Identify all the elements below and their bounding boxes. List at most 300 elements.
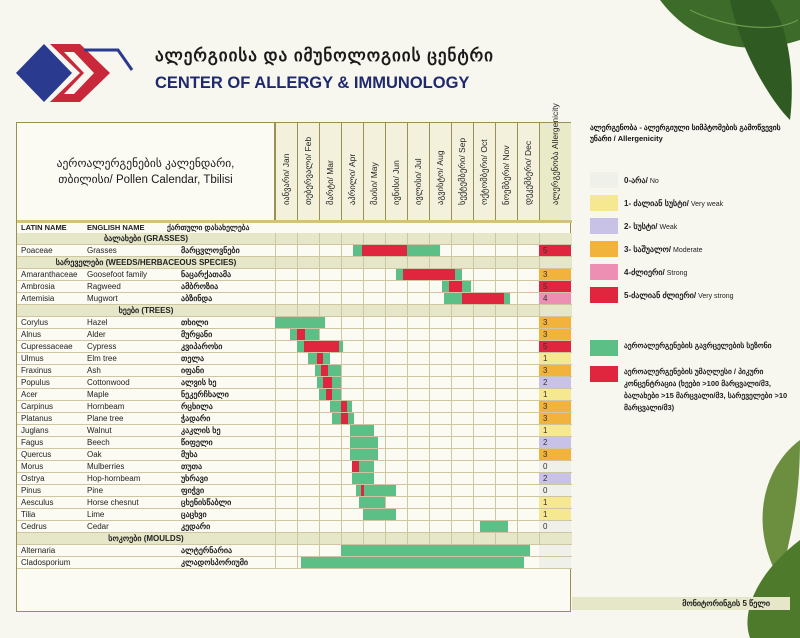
grid-line bbox=[517, 341, 518, 352]
grid-line bbox=[495, 461, 496, 472]
grid-line bbox=[319, 533, 320, 544]
georgian-name: მურყანი bbox=[181, 330, 213, 339]
legend-swatch bbox=[590, 287, 618, 303]
grid-line bbox=[341, 533, 342, 544]
grid-line bbox=[363, 353, 364, 364]
grid-line bbox=[297, 377, 298, 388]
allergenicity-value: 0 bbox=[539, 521, 571, 532]
grid-line bbox=[517, 293, 518, 304]
grid-line bbox=[495, 413, 496, 424]
grid-line bbox=[429, 533, 430, 544]
grid-line bbox=[385, 269, 386, 280]
grid-line bbox=[451, 413, 452, 424]
season-period-bar bbox=[353, 245, 362, 256]
grid-line bbox=[473, 353, 474, 364]
grid-line bbox=[495, 473, 496, 484]
month-header bbox=[341, 123, 363, 220]
grid-line bbox=[407, 485, 408, 496]
english-name: Beech bbox=[87, 438, 110, 447]
grid-line bbox=[275, 269, 276, 280]
peak-period-bar bbox=[317, 353, 324, 364]
grid-line bbox=[319, 269, 320, 280]
grid-line bbox=[363, 413, 364, 424]
legend-level-label: 0-არა/ No bbox=[624, 175, 659, 185]
season-period-bar bbox=[332, 377, 341, 388]
grid-line bbox=[341, 497, 342, 508]
latin-name: Acer bbox=[21, 390, 38, 399]
season-period-bar bbox=[319, 389, 326, 400]
month-header bbox=[297, 123, 319, 220]
grid-line bbox=[473, 269, 474, 280]
calendar-title bbox=[17, 123, 275, 220]
peak-period-bar bbox=[341, 413, 348, 424]
grid-line bbox=[473, 341, 474, 352]
grid-line bbox=[473, 401, 474, 412]
grid-line bbox=[407, 533, 408, 544]
grid-line bbox=[275, 449, 276, 460]
legend-level-english: Very weak bbox=[690, 200, 724, 208]
grid-line bbox=[429, 329, 430, 340]
grid-line bbox=[517, 461, 518, 472]
allergenicity-value: 0 bbox=[539, 485, 571, 496]
allergen-row bbox=[17, 269, 572, 281]
grid-line bbox=[385, 521, 386, 532]
monitoring-years-label: მონიტორინგის 5 წელი bbox=[572, 597, 790, 610]
grid-line bbox=[297, 281, 298, 292]
english-name: Pine bbox=[87, 486, 104, 495]
grid-line bbox=[429, 389, 430, 400]
grid-line bbox=[451, 437, 452, 448]
grid-line bbox=[385, 317, 386, 328]
allergenicity-header-label: ალერგენობა Allergenicity bbox=[549, 103, 560, 205]
grid-line bbox=[319, 413, 320, 424]
grid-line bbox=[473, 449, 474, 460]
grid-line bbox=[517, 521, 518, 532]
grid-line bbox=[517, 389, 518, 400]
grid-line bbox=[473, 437, 474, 448]
grid-line bbox=[495, 269, 496, 280]
english-name-header: ENGLISH NAME bbox=[87, 223, 145, 232]
grid-line bbox=[495, 245, 496, 256]
legend-level-english: Strong bbox=[666, 269, 688, 277]
month-header bbox=[451, 123, 473, 220]
grid-line bbox=[363, 365, 364, 376]
grid-line bbox=[517, 269, 518, 280]
calendar-title-line1: აეროალერგენების კალენდარი, bbox=[56, 157, 235, 170]
allergen-row bbox=[17, 245, 572, 257]
legend-level-item bbox=[590, 241, 703, 257]
grid-line bbox=[341, 317, 342, 328]
grid-line bbox=[385, 293, 386, 304]
month-label: დეკემბერი/ Dec bbox=[522, 140, 533, 205]
grid-line bbox=[363, 521, 364, 532]
month-header bbox=[363, 123, 385, 220]
grid-line bbox=[429, 425, 430, 436]
grid-line bbox=[385, 365, 386, 376]
grid-line bbox=[363, 377, 364, 388]
grid-line bbox=[275, 281, 276, 292]
grid-line bbox=[451, 401, 452, 412]
allergen-row bbox=[17, 509, 572, 521]
grid-line bbox=[341, 293, 342, 304]
latin-name: Carpinus bbox=[21, 402, 54, 411]
grid-line bbox=[495, 509, 496, 520]
allergenicity-value: 3 bbox=[539, 365, 571, 376]
grid-line bbox=[451, 461, 452, 472]
grid-line bbox=[275, 341, 276, 352]
legend-level-label: 4-ძლიერი/ Strong bbox=[624, 267, 688, 277]
allergenicity-value: 1 bbox=[539, 425, 571, 436]
latin-name: Cedrus bbox=[21, 522, 47, 531]
georgian-name: თელა bbox=[181, 354, 205, 363]
georgian-name: მარცვლოვნები bbox=[181, 246, 240, 255]
grid-line bbox=[495, 401, 496, 412]
season-period-bar bbox=[315, 365, 322, 376]
allergenicity-value: 3 bbox=[539, 413, 571, 424]
grid-line bbox=[297, 449, 298, 460]
grid-line bbox=[385, 329, 386, 340]
peak-period-bar bbox=[403, 269, 456, 280]
grid-line bbox=[275, 365, 276, 376]
latin-name: Quercus bbox=[21, 450, 52, 459]
grid-line bbox=[495, 257, 496, 268]
season-period-bar bbox=[442, 281, 449, 292]
grid-line bbox=[517, 257, 518, 268]
grid-line bbox=[451, 521, 452, 532]
grid-line bbox=[407, 257, 408, 268]
grid-line bbox=[341, 281, 342, 292]
grid-line bbox=[385, 401, 386, 412]
month-label: ივლისი/ Jul bbox=[412, 158, 423, 205]
english-name: Horse chesnut bbox=[87, 498, 139, 507]
grid-line bbox=[385, 413, 386, 424]
grid-line bbox=[319, 257, 320, 268]
grid-line bbox=[451, 233, 452, 244]
peak-legend-text: აეროალერგენების უმაღლესი / პიკური კონცენტრაცია (ხეები >100 მარცვალი/მ3, ბალახები >15 მარცვალი/მ3, სარეველები >10 მარცვალი/მ3) bbox=[624, 367, 788, 412]
grid-line bbox=[385, 305, 386, 316]
legend-level-english: No bbox=[649, 177, 659, 185]
leaf-top-right-icon bbox=[620, 0, 800, 120]
allergen-row bbox=[17, 449, 572, 461]
grid-line bbox=[451, 449, 452, 460]
month-header bbox=[407, 123, 429, 220]
grid-line bbox=[495, 233, 496, 244]
grid-line bbox=[275, 353, 276, 364]
grid-line bbox=[385, 461, 386, 472]
grid-line bbox=[451, 329, 452, 340]
english-name: Hop-hornbeam bbox=[87, 474, 141, 483]
column-header-row bbox=[17, 220, 572, 232]
grid-line bbox=[517, 533, 518, 544]
grid-line bbox=[407, 341, 408, 352]
grid-line bbox=[385, 377, 386, 388]
peak-period-bar bbox=[326, 389, 333, 400]
grid-line bbox=[341, 269, 342, 280]
grid-line bbox=[407, 329, 408, 340]
grid-line bbox=[363, 305, 364, 316]
legend-title: ალერგენობა - ალერგიული სიმპტომების გამოწვევის უნარი / Allergenicity bbox=[590, 123, 781, 143]
grid-line bbox=[429, 509, 430, 520]
grid-line bbox=[517, 425, 518, 436]
legend-level-english: Very strong bbox=[698, 292, 734, 300]
grid-line bbox=[341, 329, 342, 340]
season-period-bar bbox=[332, 389, 341, 400]
latin-name: Juglans bbox=[21, 426, 49, 435]
grid-line bbox=[363, 317, 364, 328]
season-period-bar bbox=[455, 269, 462, 280]
grid-line bbox=[495, 449, 496, 460]
grid-line bbox=[319, 281, 320, 292]
grid-line bbox=[473, 425, 474, 436]
grid-line bbox=[473, 257, 474, 268]
grid-line bbox=[297, 485, 298, 496]
grid-line bbox=[275, 233, 276, 244]
english-name: Maple bbox=[87, 390, 109, 399]
season-period-bar bbox=[317, 377, 324, 388]
grid-line bbox=[341, 365, 342, 376]
grid-line bbox=[517, 509, 518, 520]
georgian-name: ჭადარი bbox=[181, 414, 211, 423]
month-label: ნოემბერი/ Nov bbox=[500, 145, 511, 205]
grid-line bbox=[275, 389, 276, 400]
allergenicity-value: 2 bbox=[539, 473, 571, 484]
allergenicity-value: 2 bbox=[539, 377, 571, 388]
grid-line bbox=[407, 461, 408, 472]
english-name: Cottonwood bbox=[87, 378, 130, 387]
grid-line bbox=[385, 449, 386, 460]
group-label: ბალახები (GRASSES) bbox=[104, 234, 188, 243]
grid-line bbox=[341, 437, 342, 448]
grid-line bbox=[451, 533, 452, 544]
grid-line bbox=[429, 281, 430, 292]
season-period-bar bbox=[301, 557, 523, 568]
season-period-bar bbox=[504, 293, 511, 304]
grid-line bbox=[341, 353, 342, 364]
season-period-bar bbox=[297, 341, 304, 352]
allergenicity-value: 5 bbox=[539, 281, 571, 292]
grid-line bbox=[363, 341, 364, 352]
grid-line bbox=[275, 377, 276, 388]
georgian-name-header: ქართული დასახელება bbox=[167, 223, 250, 232]
grid-line bbox=[473, 485, 474, 496]
grid-line bbox=[319, 545, 320, 556]
month-label: სექტემბერი/ Sep bbox=[456, 137, 467, 205]
grid-line bbox=[297, 257, 298, 268]
legend-swatch bbox=[590, 218, 618, 234]
grid-line bbox=[275, 305, 276, 316]
grid-line bbox=[275, 509, 276, 520]
grid-line bbox=[517, 485, 518, 496]
group-header-row bbox=[17, 257, 572, 269]
allergen-row bbox=[17, 281, 572, 293]
grid-line bbox=[275, 413, 276, 424]
grid-line bbox=[429, 449, 430, 460]
english-name: Walnut bbox=[87, 426, 112, 435]
grid-line bbox=[539, 305, 540, 316]
season-period-bar bbox=[350, 425, 374, 436]
center-title-english: CENTER OF ALLERGY & IMMUNOLOGY bbox=[155, 74, 470, 92]
allergen-row bbox=[17, 341, 572, 353]
grid-line bbox=[275, 485, 276, 496]
season-period-bar bbox=[363, 509, 396, 520]
english-name: Cypress bbox=[87, 342, 117, 351]
group-label: ხეები (TREES) bbox=[118, 306, 174, 315]
grid-line bbox=[407, 281, 408, 292]
grid-line bbox=[429, 233, 430, 244]
georgian-name: ალვის ხე bbox=[181, 378, 217, 387]
grid-line bbox=[341, 485, 342, 496]
grid-line bbox=[363, 401, 364, 412]
grid-line bbox=[297, 497, 298, 508]
legend-level-item bbox=[590, 218, 677, 234]
season-period-bar bbox=[352, 473, 374, 484]
season-period-bar bbox=[359, 461, 374, 472]
grid-line bbox=[517, 281, 518, 292]
georgian-name: ნაცარქათამა bbox=[181, 270, 232, 279]
grid-line bbox=[451, 365, 452, 376]
grid-line bbox=[275, 521, 276, 532]
group-label: სოკოები (MOULDS) bbox=[108, 534, 184, 543]
month-header bbox=[275, 123, 297, 220]
latin-name: Ambrosia bbox=[21, 282, 55, 291]
month-header bbox=[385, 123, 407, 220]
grid-line bbox=[473, 533, 474, 544]
grid-line bbox=[473, 389, 474, 400]
season-period-bar bbox=[359, 497, 385, 508]
grid-line bbox=[495, 425, 496, 436]
grid-line bbox=[385, 473, 386, 484]
grid-line bbox=[297, 269, 298, 280]
season-period-bar bbox=[275, 317, 325, 328]
georgian-name: იფანი bbox=[181, 366, 205, 375]
center-title-georgian: ალერგიისა და იმუნოლოგიის ცენტრი bbox=[155, 46, 494, 65]
grid-line bbox=[363, 533, 364, 544]
season-period-bar bbox=[332, 413, 341, 424]
allergen-row bbox=[17, 317, 572, 329]
allergenicity-value: 1 bbox=[539, 497, 571, 508]
grid-line bbox=[275, 401, 276, 412]
grid-line bbox=[429, 485, 430, 496]
georgian-name: ნეკერჩხალი bbox=[181, 390, 229, 399]
allergen-row bbox=[17, 461, 572, 473]
grid-line bbox=[429, 461, 430, 472]
latin-name: Fagus bbox=[21, 438, 44, 447]
peak-period-bar bbox=[304, 341, 339, 352]
georgian-name: ცაცხვი bbox=[181, 510, 207, 519]
grid-line bbox=[429, 377, 430, 388]
grid-line bbox=[363, 233, 364, 244]
month-header bbox=[473, 123, 495, 220]
georgian-name: ფიჭვი bbox=[181, 486, 205, 495]
season-period-bar bbox=[341, 545, 530, 556]
grid-line bbox=[275, 437, 276, 448]
grid-line bbox=[473, 497, 474, 508]
georgian-name: ალტერნარია bbox=[181, 546, 233, 555]
grid-line bbox=[429, 401, 430, 412]
allergen-row bbox=[17, 545, 572, 557]
grid-line bbox=[407, 305, 408, 316]
grid-line bbox=[319, 509, 320, 520]
grid-line bbox=[517, 449, 518, 460]
english-name: Hazel bbox=[87, 318, 108, 327]
grid-line bbox=[319, 497, 320, 508]
grid-line bbox=[407, 293, 408, 304]
grid-line bbox=[319, 401, 320, 412]
georgian-name: კვიპაროსი bbox=[181, 342, 223, 351]
season-legend-text: აეროალერგენების გავრცელების სეზონი bbox=[624, 341, 772, 350]
georgian-name: მუხა bbox=[181, 450, 198, 459]
peak-period-bar bbox=[321, 365, 328, 376]
grid-line bbox=[429, 413, 430, 424]
grid-line bbox=[297, 401, 298, 412]
english-name: Oak bbox=[87, 450, 102, 459]
grid-line bbox=[275, 245, 276, 256]
grid-line bbox=[363, 389, 364, 400]
grid-line bbox=[275, 497, 276, 508]
grid-line bbox=[473, 317, 474, 328]
grid-line bbox=[429, 497, 430, 508]
grid-line bbox=[407, 521, 408, 532]
allergen-row bbox=[17, 401, 572, 413]
grid-line bbox=[451, 389, 452, 400]
legend-swatch bbox=[590, 172, 618, 188]
group-header-row bbox=[17, 305, 572, 317]
allergen-row bbox=[17, 437, 572, 449]
grid-line bbox=[495, 365, 496, 376]
grid-line bbox=[297, 353, 298, 364]
grid-line bbox=[451, 425, 452, 436]
grid-line bbox=[297, 509, 298, 520]
grid-line bbox=[429, 257, 430, 268]
grid-line bbox=[341, 245, 342, 256]
grid-line bbox=[385, 257, 386, 268]
grid-line bbox=[495, 377, 496, 388]
season-period-bar bbox=[305, 329, 319, 340]
latin-name: Cupressaceae bbox=[21, 342, 73, 351]
grid-line bbox=[473, 281, 474, 292]
allergenicity-value: 4 bbox=[539, 293, 571, 304]
allergen-row bbox=[17, 425, 572, 437]
grid-line bbox=[297, 305, 298, 316]
english-name: Elm tree bbox=[87, 354, 117, 363]
grid-line bbox=[297, 365, 298, 376]
grid-line bbox=[495, 485, 496, 496]
grid-line bbox=[473, 329, 474, 340]
grid-line bbox=[429, 317, 430, 328]
grid-line bbox=[385, 425, 386, 436]
grid-line bbox=[429, 293, 430, 304]
grid-line bbox=[429, 365, 430, 376]
english-name: Lime bbox=[87, 510, 105, 519]
grid-line bbox=[319, 449, 320, 460]
grid-line bbox=[275, 545, 276, 556]
grid-line bbox=[451, 497, 452, 508]
grid-line bbox=[473, 377, 474, 388]
grid-line bbox=[429, 341, 430, 352]
grid-line bbox=[517, 317, 518, 328]
peak-period-bar bbox=[352, 461, 359, 472]
legend bbox=[590, 122, 790, 412]
grid-line bbox=[407, 509, 408, 520]
grid-line bbox=[319, 461, 320, 472]
legend-level-item bbox=[590, 172, 659, 188]
grid-line bbox=[275, 425, 276, 436]
season-period-bar bbox=[308, 353, 317, 364]
season-period-bar bbox=[350, 437, 379, 448]
season-period-bar bbox=[339, 341, 343, 352]
month-label: მაისი/ May bbox=[368, 162, 379, 205]
grid-line bbox=[451, 257, 452, 268]
